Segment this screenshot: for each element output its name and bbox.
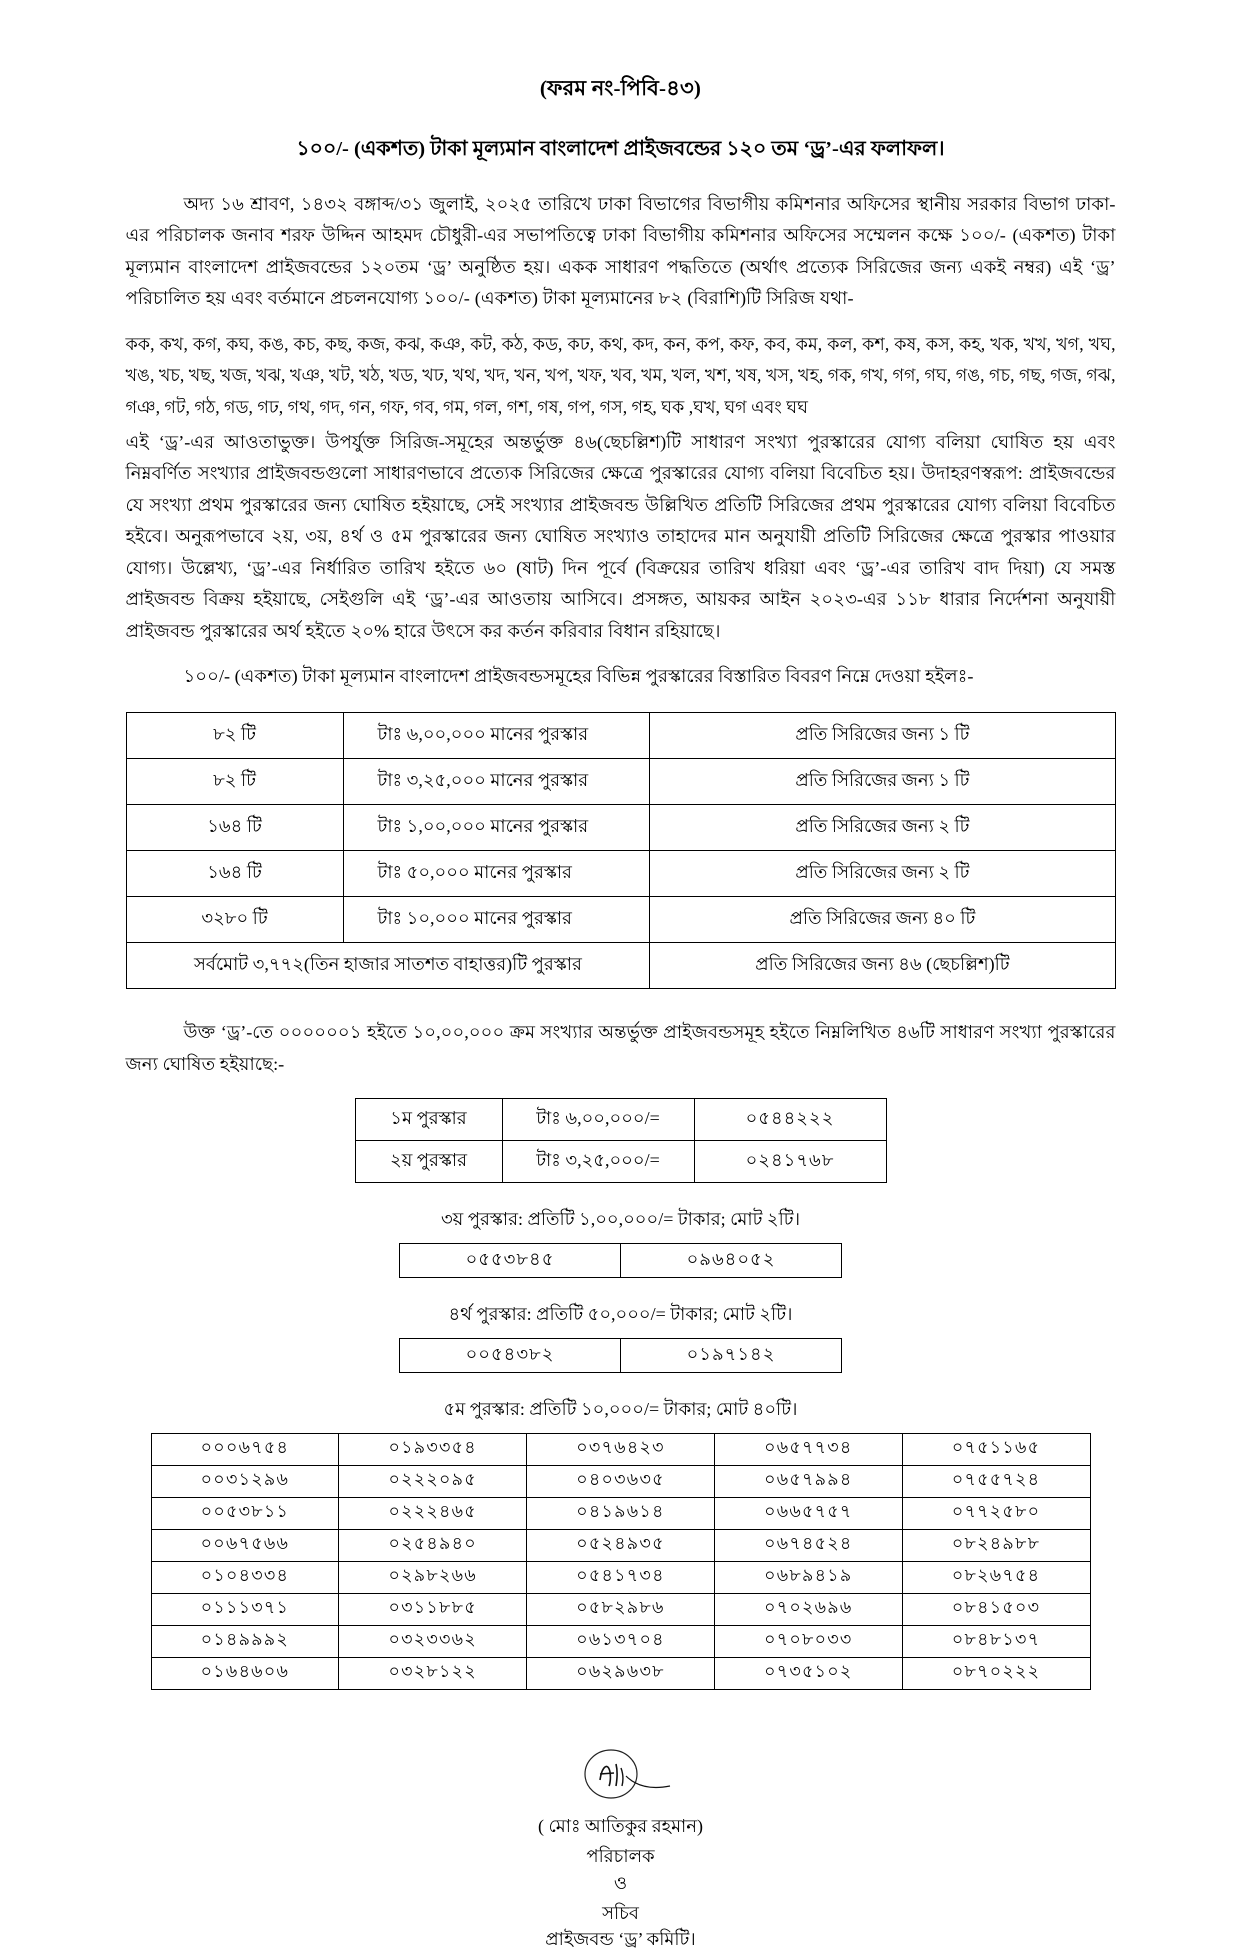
summary-count: ৮২ টি [126, 713, 343, 759]
fifth-prize-table [151, 1433, 1091, 1690]
prize-number: ০০৬৭৫৬৬ [151, 1529, 339, 1561]
prize-number: ০৫২৪৯৩৫ [527, 1529, 715, 1561]
signatory-committee: প্রাইজবন্ড ‘ড্র’ কমিটি। [545, 1928, 696, 1949]
prize-number: ০৮২৬৭৫৪ [902, 1561, 1090, 1593]
table-row [400, 1243, 842, 1277]
table-row [126, 759, 1115, 805]
prize-number: ০২৯৮২৬৬ [339, 1561, 527, 1593]
prize-number: ০৪১৯৬১৪ [527, 1497, 715, 1529]
prize-number: ০৭৫১১৬৫ [902, 1433, 1090, 1465]
prize-number: ০৭৫৫৭২৪ [902, 1465, 1090, 1497]
table-row [151, 1529, 1090, 1561]
prize-label: ১ম পুরস্কার [355, 1098, 502, 1140]
declared-numbers-note: উক্ত ‘ড্র’-তে ০০০০০০১ হইতে ১০,০০,০০০ ক্রম সংখ্যার অন্তর্ভুক্ত প্রাইজবন্ডসমূহ হইতে নিম্নলিখিত ৪৬টি সাধারণ সংখ্যা পুরস্কারের জন্য ঘোষিত হইয়াছে:- [125, 1022, 1116, 1074]
document-title: ১০০/- (একশত) টাকা মূল্যমান বাংলাদেশ প্রাইজবন্ডের ১২০ তম ‘ড্র’-এর ফলাফল। [296, 138, 945, 160]
prize-number: ০২২২০৯৫ [339, 1465, 527, 1497]
top-prizes-table [355, 1098, 887, 1183]
prize-summary-table [126, 712, 1116, 989]
signatory-designation-1: পরিচালক [586, 1845, 655, 1866]
prize-number: ০৩১১৮৮৫ [339, 1593, 527, 1625]
signatory-designation-2: সচিব [602, 1902, 639, 1923]
table-row [355, 1140, 886, 1182]
table-row [126, 897, 1115, 943]
prize-number: ০৩২৮১২২ [339, 1657, 527, 1689]
table-row [151, 1561, 1090, 1593]
summary-per-series: প্রতি সিরিজের জন্য ৪০ টি [650, 897, 1115, 943]
prize-number: ০৯৬৪০৫২ [621, 1243, 842, 1277]
rules-paragraph: এই ‘ড্র’-এর আওতাভুক্ত। উপর্যুক্ত সিরিজ-সমূহের অন্তর্ভুক্ত ৪৬(ছেচল্লিশ)টি সাধারণ সংখ্যা পুরস্কারের যোগ্য বলিয়া ঘোষিত হয় এবং নিম্নবর্ণিত সংখ্যার প্রাইজবন্ডগুলো সাধারণভাবে প্রত্যেক সিরিজের ক্ষেত্রে পুরস্কারের যোগ্য বলিয়া বিবেচিত হয়। উদাহরণস্বরূপ: প্রাইজবন্ডের যে সংখ্যা প্রথম পুরস্কারের জন্য ঘোষিত হইয়াছে, সেই সংখ্যার প্রাইজবন্ড উল্লিখিত প্রতিটি সিরিজের প্রথম পুরস্কারের যোগ্য বলিয়া বিবেচিত হইবে। অনুরূপভাবে ২য়, ৩য়, ৪র্থ ও ৫ম পুরস্কারের জন্য ঘোষিত সংখ্যাও তাহাদের মান অনুযায়ী প্রতিটি সিরিজের ক্ষেত্রে পুরস্কার পাওয়ার যোগ্য। উল্লেখ্য, ‘ড্র’-এর নির্ধারিত তারিখ হইতে ৬০ (ষাট) দিন পূর্বে (বিক্রয়ের তারিখ ধরিয়া এবং ‘ড্র’-এর তারিখ বাদ দিয়া) যে সমস্ত প্রাইজবন্ড বিক্রয় হইয়াছে, সেইগুলি এই ‘ড্র’-এর আওতায় আসিবে। প্রসঙ্গত, আয়কর আইন ২০২৩-এর ১১৮ ধারার নির্দেশনা অনুযায়ী প্রাইজবন্ড পুরস্কারের অর্থ হইতে ২০% হারে উৎসে কর কর্তন করিবার বিধান রহিয়াছে। [125, 431, 1116, 641]
form-number: (ফরম নং-পিবি-৪৩) [539, 76, 702, 100]
signature-block [126, 1746, 1116, 1952]
prize-number: ০৭০২৬৯৬ [714, 1593, 902, 1625]
prize-number: ০১১১৩৭১ [151, 1593, 339, 1625]
table-row [151, 1593, 1090, 1625]
prize-number: ০১৬৪৬০৬ [151, 1657, 339, 1689]
summary-amount: টাঃ ৩,২৫,০০০ মানের পুরস্কার [343, 759, 650, 805]
table-total-row [126, 943, 1115, 989]
prize-number: ০১০৪৩৩৪ [151, 1561, 339, 1593]
prize-number: ০৭৩৫১০২ [714, 1657, 902, 1689]
prize-number: ০০৫৪৩৮২ [400, 1338, 621, 1372]
prize-number: ০৮২৪৯৮৮ [902, 1529, 1090, 1561]
summary-total-label: সর্বমোট ৩,৭৭২(তিন হাজার সাতশত বাহাত্তর)টি পুরস্কার [126, 943, 650, 989]
table-row [126, 805, 1115, 851]
signatory-conjunction: ও [613, 1872, 628, 1893]
summary-per-series: প্রতি সিরিজের জন্য ১ টি [650, 713, 1115, 759]
prize-number: ০১৯৭১৪২ [621, 1338, 842, 1372]
prize-number: ০৮৪১৫০৩ [902, 1593, 1090, 1625]
prize-number: ০৬৫৭৯৯৪ [714, 1465, 902, 1497]
prize-number: ০০৫৩৮১১ [151, 1497, 339, 1529]
summary-count: ৮২ টি [126, 759, 343, 805]
prize-number: ০৭০৮০৩৩ [714, 1625, 902, 1657]
third-prize-heading: ৩য় পুরস্কার: প্রতিটি ১,০০,০০০/= টাকার; মোট ২টি। [440, 1208, 801, 1229]
table-row [151, 1497, 1090, 1529]
prize-number: ০৬৬৫৭৫৭ [714, 1497, 902, 1529]
summary-total-per-series: প্রতি সিরিজের জন্য ৪৬ (ছেচল্লিশ)টি [650, 943, 1115, 989]
summary-count: ১৬৪ টি [126, 851, 343, 897]
table-row [151, 1433, 1090, 1465]
prize-amount: টাঃ ৩,২৫,০০০/= [502, 1140, 694, 1182]
fifth-prize-heading: ৫ম পুরস্কার: প্রতিটি ১০,০০০/= টাকার; মোট ৪০টি। [443, 1398, 798, 1419]
series-list: কক, কখ, কগ, কঘ, কঙ, কচ, কছ, কজ, কঝ, কঞ, কট, কঠ, কড, কঢ, কথ, কদ, কন, কপ, কফ, কব, কম, কল, কশ, কষ, কস, কহ, খক, খখ, খগ, খঘ, খঙ, খচ, খছ, খজ, খঝ, খঞ, খট, খঠ, খড, খঢ, খথ, খদ, খন, খপ, খফ, খব, খম, খল, খশ, খষ, খস, খহ, গক, গখ, গগ, গঘ, গঙ, গচ, গছ, গজ, গঝ, গঞ, গট, গঠ, গড, গঢ, গথ, গদ, গন, গফ, গব, গম, গল, গশ, গষ, গপ, গস, গহ, ঘক ,ঘখ, ঘগ এবং ঘঘ [125, 333, 1116, 417]
table-row [151, 1465, 1090, 1497]
prize-amount: টাঃ ৬,০০,০০০/= [502, 1098, 694, 1140]
fourth-prize-table [399, 1338, 842, 1373]
prize-number: ০৮৪৮১৩৭ [902, 1625, 1090, 1657]
prize-number: ০২২২৪৬৫ [339, 1497, 527, 1529]
document-body [126, 0, 1116, 1952]
prize-number: ০৫৪১৭৩৪ [527, 1561, 715, 1593]
summary-amount: টাঃ ৬,০০,০০০ মানের পুরস্কার [343, 713, 650, 759]
third-prize-table [399, 1243, 842, 1278]
table-row [400, 1338, 842, 1372]
table-row [126, 713, 1115, 759]
summary-per-series: প্রতি সিরিজের জন্য ২ টি [650, 851, 1115, 897]
signature-mark-icon [566, 1746, 676, 1810]
prize-number: ০৫৫৩৮৪৫ [400, 1243, 621, 1277]
prize-number: ০০০৬৭৫৪ [151, 1433, 339, 1465]
prize-number: ০০৩১২৯৬ [151, 1465, 339, 1497]
table-row [355, 1098, 886, 1140]
summary-per-series: প্রতি সিরিজের জন্য ১ টি [650, 759, 1115, 805]
summary-amount: টাঃ ১০,০০০ মানের পুরস্কার [343, 897, 650, 943]
prize-number: ০৮৭০২২২ [902, 1657, 1090, 1689]
summary-count: ১৬৪ টি [126, 805, 343, 851]
prize-number: ০৬২৯৬৩৮ [527, 1657, 715, 1689]
summary-amount: টাঃ ১,০০,০০০ মানের পুরস্কার [343, 805, 650, 851]
prize-number: ০৬১৩৭০৪ [527, 1625, 715, 1657]
prize-number: ০৬৮৯৪১৯ [714, 1561, 902, 1593]
summary-lead-note: ১০০/- (একশত) টাকা মূল্যমান বাংলাদেশ প্রাইজবন্ডসমূহের বিভিন্ন পুরস্কারের বিস্তারিত বিবরণ নিম্নে দেওয়া হইলঃ- [183, 666, 974, 687]
prize-label: ২য় পুরস্কার [355, 1140, 502, 1182]
prize-number: ০৩২৩৩৬২ [339, 1625, 527, 1657]
prize-number: ০৪০৩৬৩৫ [527, 1465, 715, 1497]
summary-count: ৩২৮০ টি [126, 897, 343, 943]
table-row [151, 1657, 1090, 1689]
prize-number: ০৫৮২৯৮৬ [527, 1593, 715, 1625]
table-row [151, 1625, 1090, 1657]
fourth-prize-heading: ৪র্থ পুরস্কার: প্রতিটি ৫০,০০০/= টাকার; মোট ২টি। [448, 1303, 793, 1324]
signatory-name: ( মোঃ আতিকুর রহমান) [537, 1815, 704, 1836]
table-row [126, 851, 1115, 897]
summary-per-series: প্রতি সিরিজের জন্য ২ টি [650, 805, 1115, 851]
prize-number: ০১৯৩৩৫৪ [339, 1433, 527, 1465]
prize-number: ০১৪৯৯৯২ [151, 1625, 339, 1657]
intro-paragraph: অদ্য ১৬ শ্রাবণ, ১৪৩২ বঙ্গাব্দ/৩১ জুলাই, ২০২৫ তারিখে ঢাকা বিভাগের বিভাগীয় কমিশনার অফিসের স্থানীয় সরকার বিভাগ ঢাকা-এর পরিচালক জনাব শরফ উদ্দিন আহমদ চৌধুরী-এর সভাপতিত্বে ঢাকা বিভাগীয় কমিশনার অফিসের সম্মেলন কক্ষে ১০০/- (একশত) টাকা মূল্যমান বাংলাদেশ প্রাইজবন্ডের ১২০তম ‘ড্র’ অনুষ্ঠিত হয়। একক সাধারণ পদ্ধতিতে (অর্থাৎ প্রত্যেক সিরিজের জন্য একই নম্বর) এই ‘ড্র’ পরিচালিত হয় এবং বর্তমানে প্রচলনযোগ্য ১০০/- (একশত) টাকা মূল্যমানের ৮২ (বিরাশি)টি সিরিজ যথা- [125, 194, 1116, 309]
prize-number: ০৬৫৭৭৩৪ [714, 1433, 902, 1465]
prize-number: ০৩৭৬৪২৩ [527, 1433, 715, 1465]
prize-number: ০২৪১৭৬৮ [694, 1140, 886, 1182]
prize-number: ০৫৪৪২২২ [694, 1098, 886, 1140]
summary-amount: টাঃ ৫০,০০০ মানের পুরস্কার [343, 851, 650, 897]
prize-number: ০২৫৪৯৪০ [339, 1529, 527, 1561]
prize-number: ০৭৭২৫৮০ [902, 1497, 1090, 1529]
prize-number: ০৬৭৪৫২৪ [714, 1529, 902, 1561]
